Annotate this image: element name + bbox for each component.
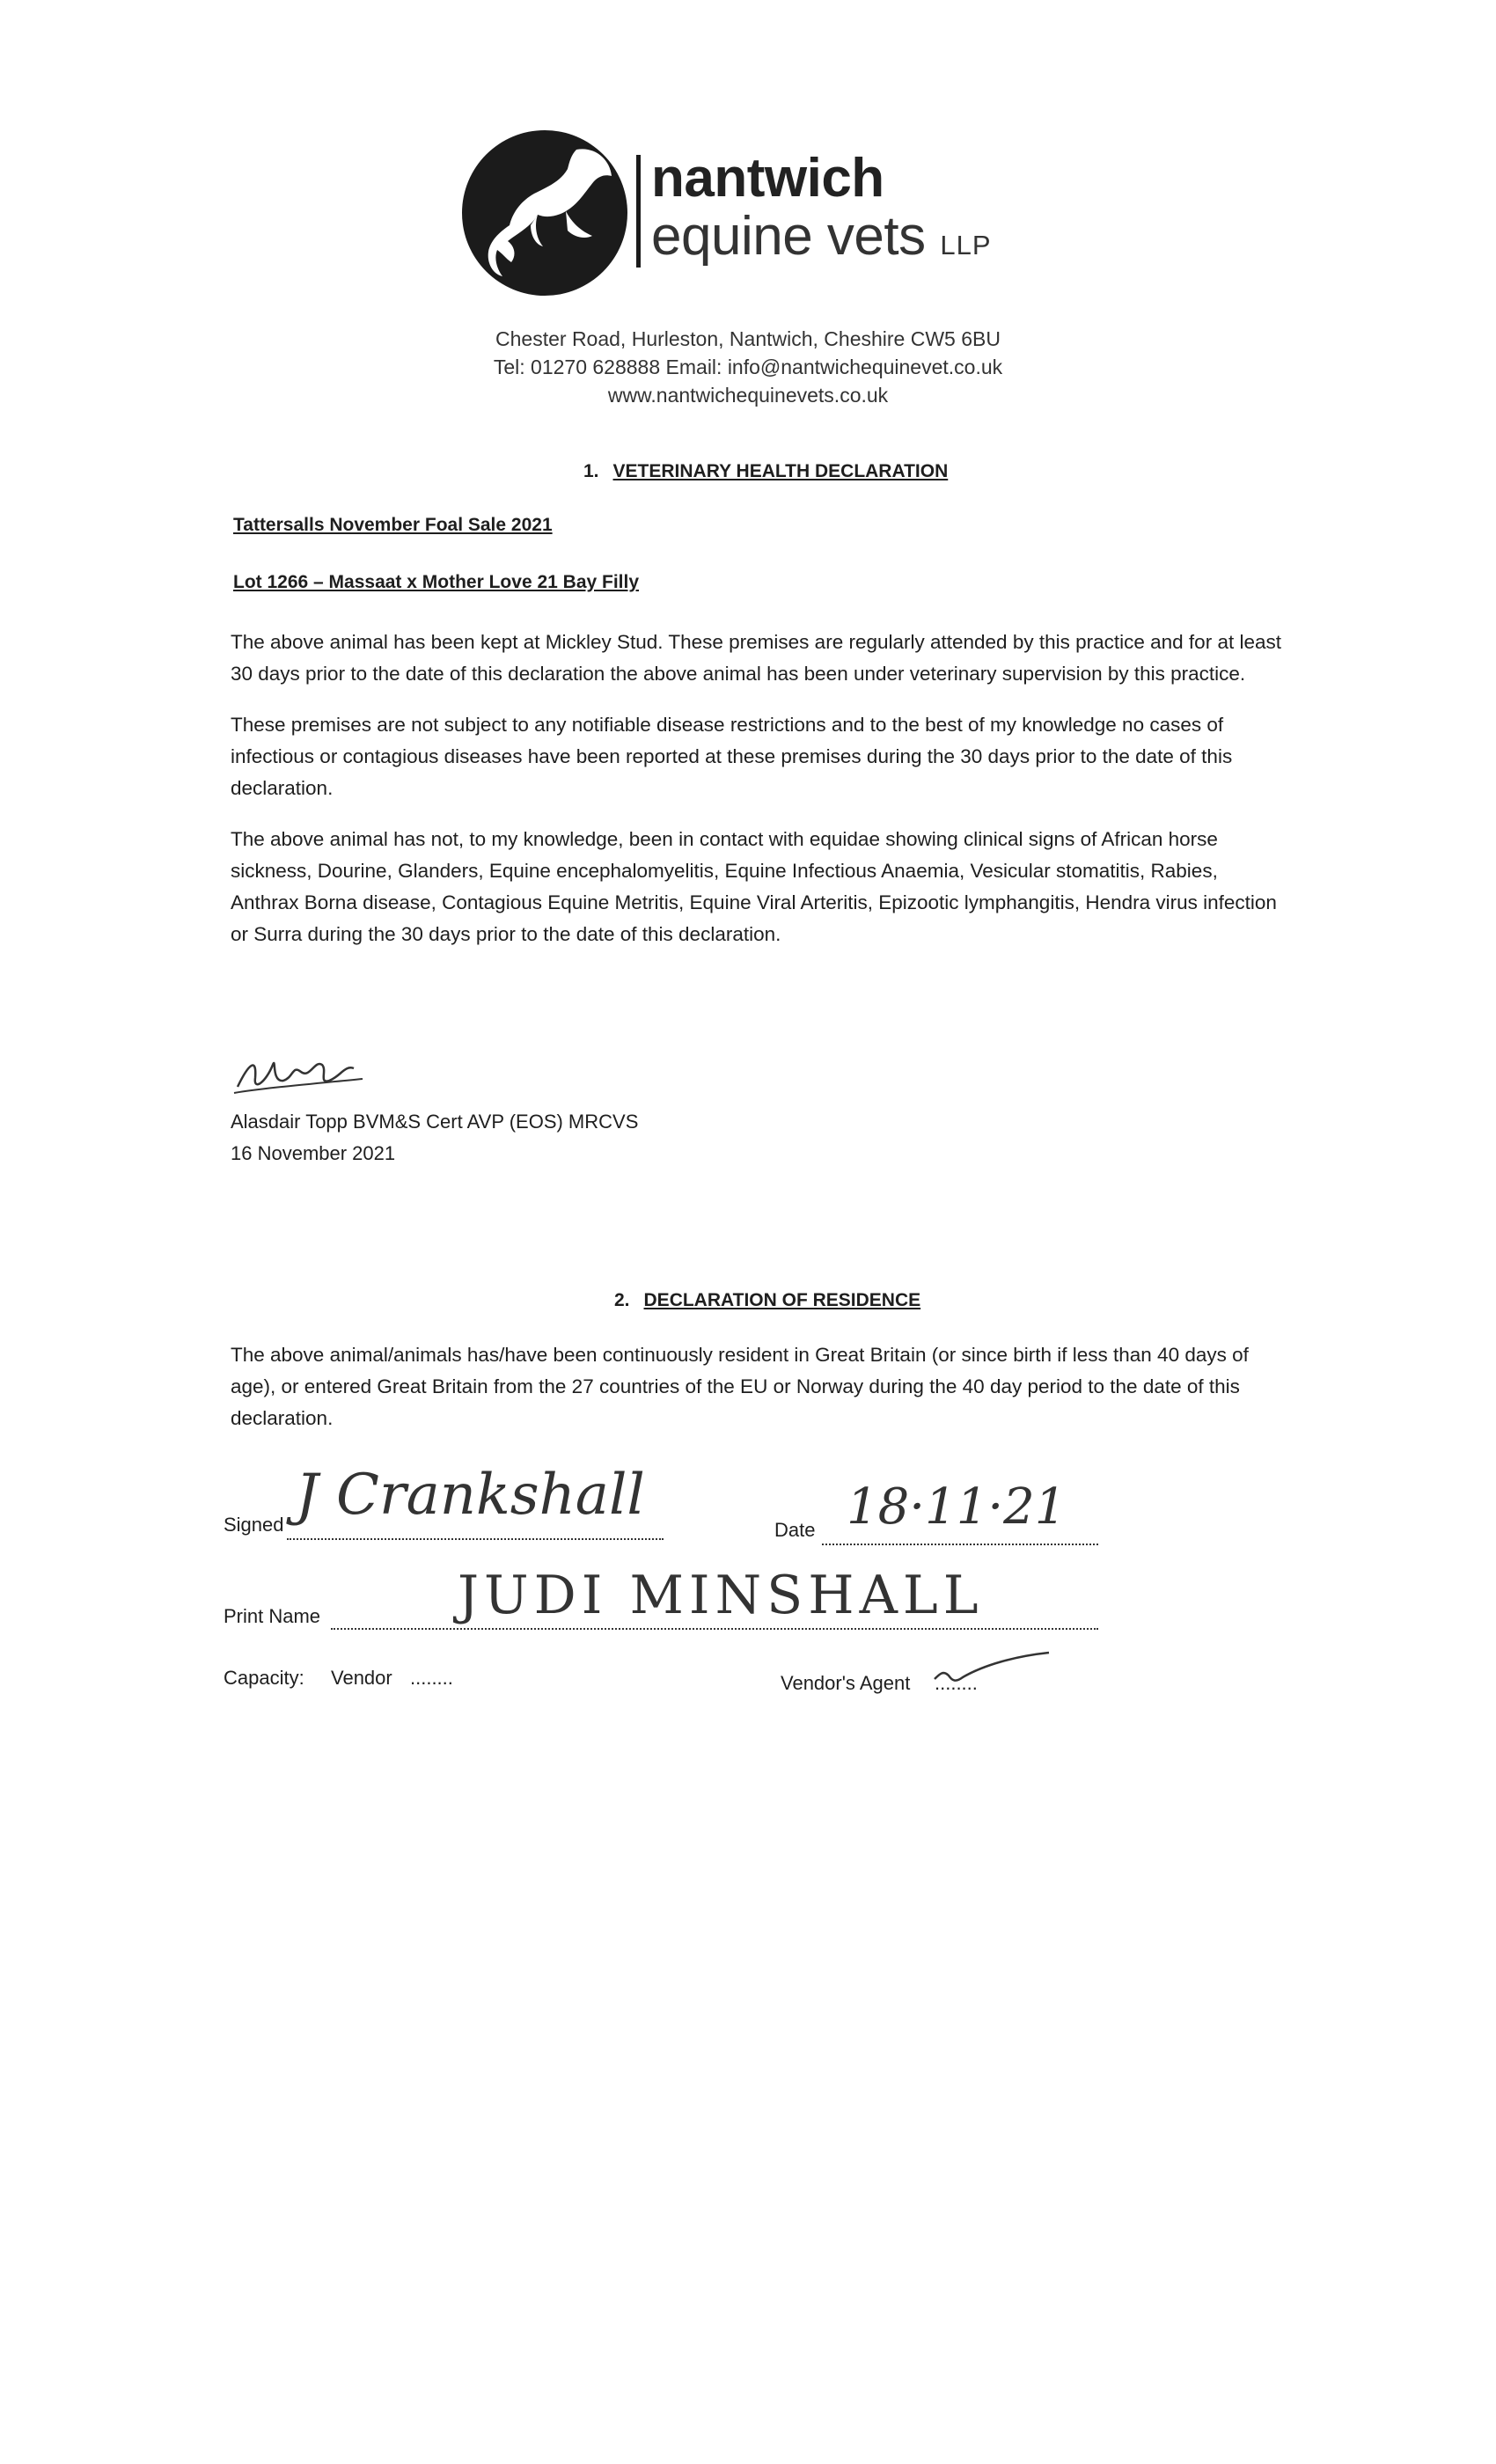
vendor-agent-tick	[931, 1647, 1054, 1696]
vendor-dots: ........	[410, 1667, 453, 1689]
vendor-label: Vendor	[331, 1667, 392, 1689]
section1-heading: 1. VETERINARY HEALTH DECLARATION	[583, 461, 949, 481]
paragraph-contact: The above animal has not, to my knowledge, been in contact with equidae showing clinical signs of African horse sickness, Dourine, Glanders, Equine encephalomyelitis, Equine Infectious Anaemia, Vesicular stomatitis, Rabies, Anthrax Borna disease, Contagious Equine Metritis, Equine Viral Arteritis, Epizootic lymphangitis, Hendra virus infection or Surra during the 30 days prior to the date of this declaration.	[231, 828, 1277, 945]
signed-label: Signed	[224, 1514, 284, 1536]
date-line	[822, 1544, 1098, 1545]
paragraph-residence: The above animal/animals has/have been continuously resident in Great Britain (or since birth if less than 40 days of age), or entered Great Britain from the 27 countries of the EU or Norway during the 40 day period to the date of this declaration.	[231, 1344, 1249, 1429]
address-line: Chester Road, Hurleston, Nantwich, Cheshire CW5 6BU	[495, 327, 1001, 350]
signature-date: 16 November 2021	[231, 1142, 396, 1164]
vendor-agent-label: Vendor's Agent	[781, 1672, 911, 1694]
horse-icon	[462, 130, 627, 296]
lot-title: Lot 1266 – Massaat x Mother Love 21 Bay Filly	[233, 572, 640, 592]
print-name-line	[331, 1628, 1098, 1630]
section1-body	[231, 627, 1287, 970]
paragraph-restrictions: These premises are not subject to any notifiable disease restrictions and to the best of my knowledge no cases of infectious or contagious diseases have been reported at these premises during the 30 days prior to the date of this declaration.	[231, 714, 1233, 799]
signatory-name: Alasdair Topp BVM&S Cert AVP (EOS) MRCVS	[231, 1111, 639, 1133]
print-name-handwriting: JUDI MINSHALL	[458, 1565, 984, 1626]
logo-divider	[636, 155, 641, 268]
section2-heading: 2. DECLARATION OF RESIDENCE	[614, 1290, 921, 1310]
section2-body	[231, 1339, 1287, 1454]
paragraph-premises: The above animal has been kept at Mickley Stud. These premises are regularly attended by this practice and for at least 30 days prior to the date of this declaration the above animal has been under veterinary supervision by this practice.	[231, 631, 1281, 685]
date-label: Date	[774, 1519, 816, 1541]
brand-subtitle: equine vets LLP	[651, 206, 992, 267]
contact-line: Tel: 01270 628888 Email: info@nantwichequinevet.co.uk	[493, 356, 1003, 378]
brand-name: nantwich	[651, 148, 884, 209]
vet-signature	[231, 1038, 371, 1104]
vendor-agent-dots: ........	[935, 1672, 978, 1694]
date-handwriting: 18·11·21	[847, 1478, 1067, 1536]
sale-title: Tattersalls November Foal Sale 2021	[233, 515, 553, 535]
website-line: www.nantwichequinevets.co.uk	[607, 384, 889, 407]
horse-logo	[462, 130, 627, 296]
signed-handwriting: J Crankshall	[296, 1463, 645, 1528]
print-name-label: Print Name	[224, 1605, 321, 1627]
signed-line	[287, 1538, 664, 1540]
capacity-label: Capacity:	[224, 1667, 304, 1689]
brand-suffix: LLP	[940, 230, 992, 260]
